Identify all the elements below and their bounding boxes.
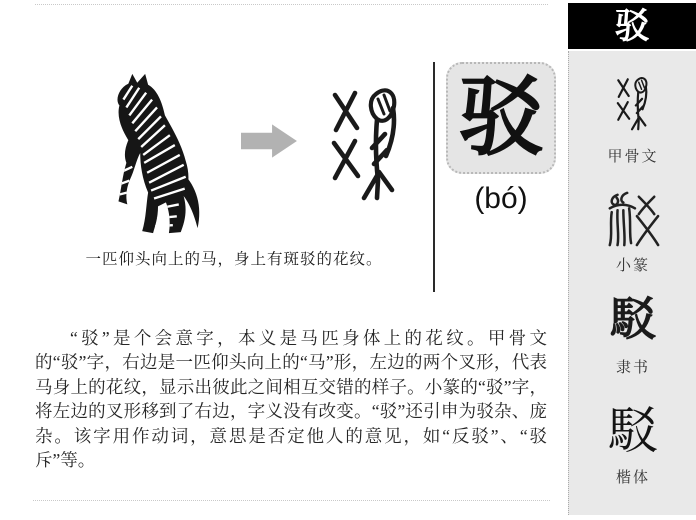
arrow-icon [241,122,299,160]
script-label-seal: 小篆 [615,258,650,274]
script-label-clerical: 隶书 [615,360,650,376]
script-label-kai: 楷体 [615,470,650,486]
kai-script-glyph: 駁 [608,403,658,459]
illustration-caption: 一匹仰头向上的马，身上有斑驳的花纹。 [85,251,383,268]
vertical-divider [433,62,435,292]
oracle-bone-glyph-small [569,75,696,135]
body-paragraph: “驳”是个会意字，本义是马匹身体上的花纹。甲骨文的“驳”字，右边是一匹仰头向上的“马”形，左边的两个叉形，代表马身上的花纹，显示出彼此之间相互交错的样子。小篆的“驳”字，将左边的叉形移到了右边，字义没有改变。“驳”还引申为驳杂、庞杂。该字用作动词，意思是否定他人的意见，如“反驳”、“驳斥”等。 [35,328,547,471]
top-divider [35,4,548,5]
bottom-divider [33,500,550,501]
character-box [446,62,556,174]
seal-script-glyph [569,187,696,249]
sidebar-title: 驳 [614,6,650,46]
sidebar-header [568,3,696,49]
oracle-bone-glyph-large [330,86,402,208]
clerical-script-glyph: 駁 [610,294,656,345]
pinyin-label: (bó) [474,182,528,215]
sidebar-body [568,51,696,515]
script-sidebar [568,3,696,513]
script-label-oracle: 甲骨文 [607,149,659,165]
zebra-illustration [98,62,220,240]
main-character: 驳 [458,70,544,166]
